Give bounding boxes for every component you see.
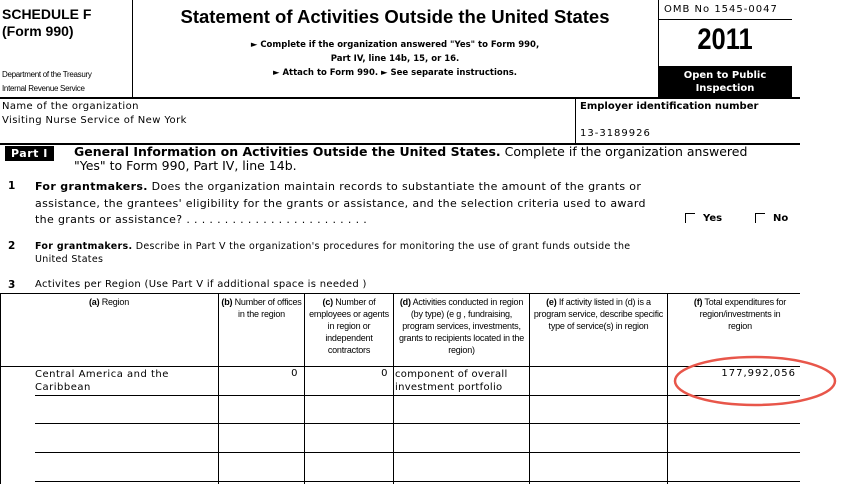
question-text: assistance, the grantees' eligibility for the grants or assistance, and the selection criteria used to award	[35, 196, 646, 210]
question-number: 3	[8, 279, 16, 291]
question-bold: For grantmakers.	[35, 180, 148, 193]
highlight-ellipse-annotation	[668, 350, 843, 412]
form-title: Statement of Activities Outside the United States	[180, 6, 610, 27]
agency	[2, 68, 92, 96]
question-text: Does the organization maintain records to substantiate the amount of the grants or	[147, 180, 642, 193]
question-2	[35, 240, 630, 266]
yes-checkbox[interactable]	[685, 213, 695, 223]
org-name: Visiting Nurse Service of New York	[2, 115, 187, 126]
total-cell: 177,992,056	[721, 368, 796, 379]
schedule-name: SCHEDULE F	[2, 6, 92, 22]
question-text: the grants or assistance? . . . . . . . . . . . . . . . . . . . . . . . .	[35, 213, 368, 226]
col-header-region: (a) Region	[88, 297, 130, 307]
col-header-employees: (c) Number of employees or agents in region or independent contractors	[309, 297, 389, 355]
col-header-total: (f) Total expenditures for region/investments in region	[693, 297, 787, 331]
question-text: Describe in Part V the organization's procedures for monitoring the use of grant funds outside the	[132, 241, 631, 252]
region-cell: Central America and the Caribbean	[35, 369, 169, 393]
instruction-line: ► Attach to Form 990. ► See separate instructions.	[272, 68, 518, 78]
instructions	[132, 38, 658, 80]
question-text: United States	[35, 254, 104, 265]
tax-year: 2011	[697, 23, 753, 56]
open-to-public-badge	[658, 66, 792, 97]
part-badge: Part I	[5, 146, 54, 161]
irs-label: Internal Revenue Service	[2, 84, 85, 93]
part-desc: Complete if the organization answered	[500, 144, 748, 159]
dept-label: Department of the Treasury	[2, 70, 92, 79]
question-number: 2	[8, 240, 16, 252]
part-desc: "Yes" to Form 990, Part IV, line 14b.	[74, 158, 297, 173]
col-header-offices: (b) Number of offices in the region	[221, 297, 302, 319]
offices-cell: 0	[291, 368, 298, 379]
badge-line: Inspection	[695, 83, 755, 94]
org-name-label: Name of the organization	[2, 101, 139, 112]
no-label: No	[773, 213, 789, 224]
question-number: 1	[8, 180, 16, 192]
no-option[interactable]	[755, 213, 788, 224]
instruction-line: Part IV, line 14b, 15, or 16.	[330, 54, 460, 64]
ein-label: Employer identification number	[580, 101, 759, 112]
ein-value: 13-3189926	[580, 128, 651, 139]
part-title-bold: General Information on Activities Outside the United States.	[74, 144, 501, 159]
part-title	[74, 145, 747, 173]
omb-number: OMB No 1545-0047	[664, 4, 778, 15]
question-bold: For grantmakers.	[35, 241, 133, 252]
col-header-activities: (d) Activities conducted in region (by type) (e g , fundraising, program services, investments, grants to recipients located in the region)	[398, 297, 525, 355]
no-checkbox[interactable]	[755, 213, 765, 223]
employees-cell: 0	[381, 368, 388, 379]
schedule-label	[2, 6, 91, 40]
form-number: (Form 990)	[2, 23, 74, 39]
yes-option[interactable]	[685, 213, 722, 224]
col-header-service: (e) If activity listed in (d) is a program service, describe specific type of service(s) in region	[533, 297, 664, 331]
activity-cell: component of overall investment portfolio	[395, 369, 508, 393]
badge-line: Open to Public	[683, 70, 767, 81]
yes-label: Yes	[703, 213, 723, 224]
question-1	[35, 179, 646, 229]
instruction-line: ► Complete if the organization answered "Yes" to Form 990,	[250, 40, 540, 50]
question-3: Activites per Region (Use Part V if additional space is needed )	[35, 279, 367, 290]
